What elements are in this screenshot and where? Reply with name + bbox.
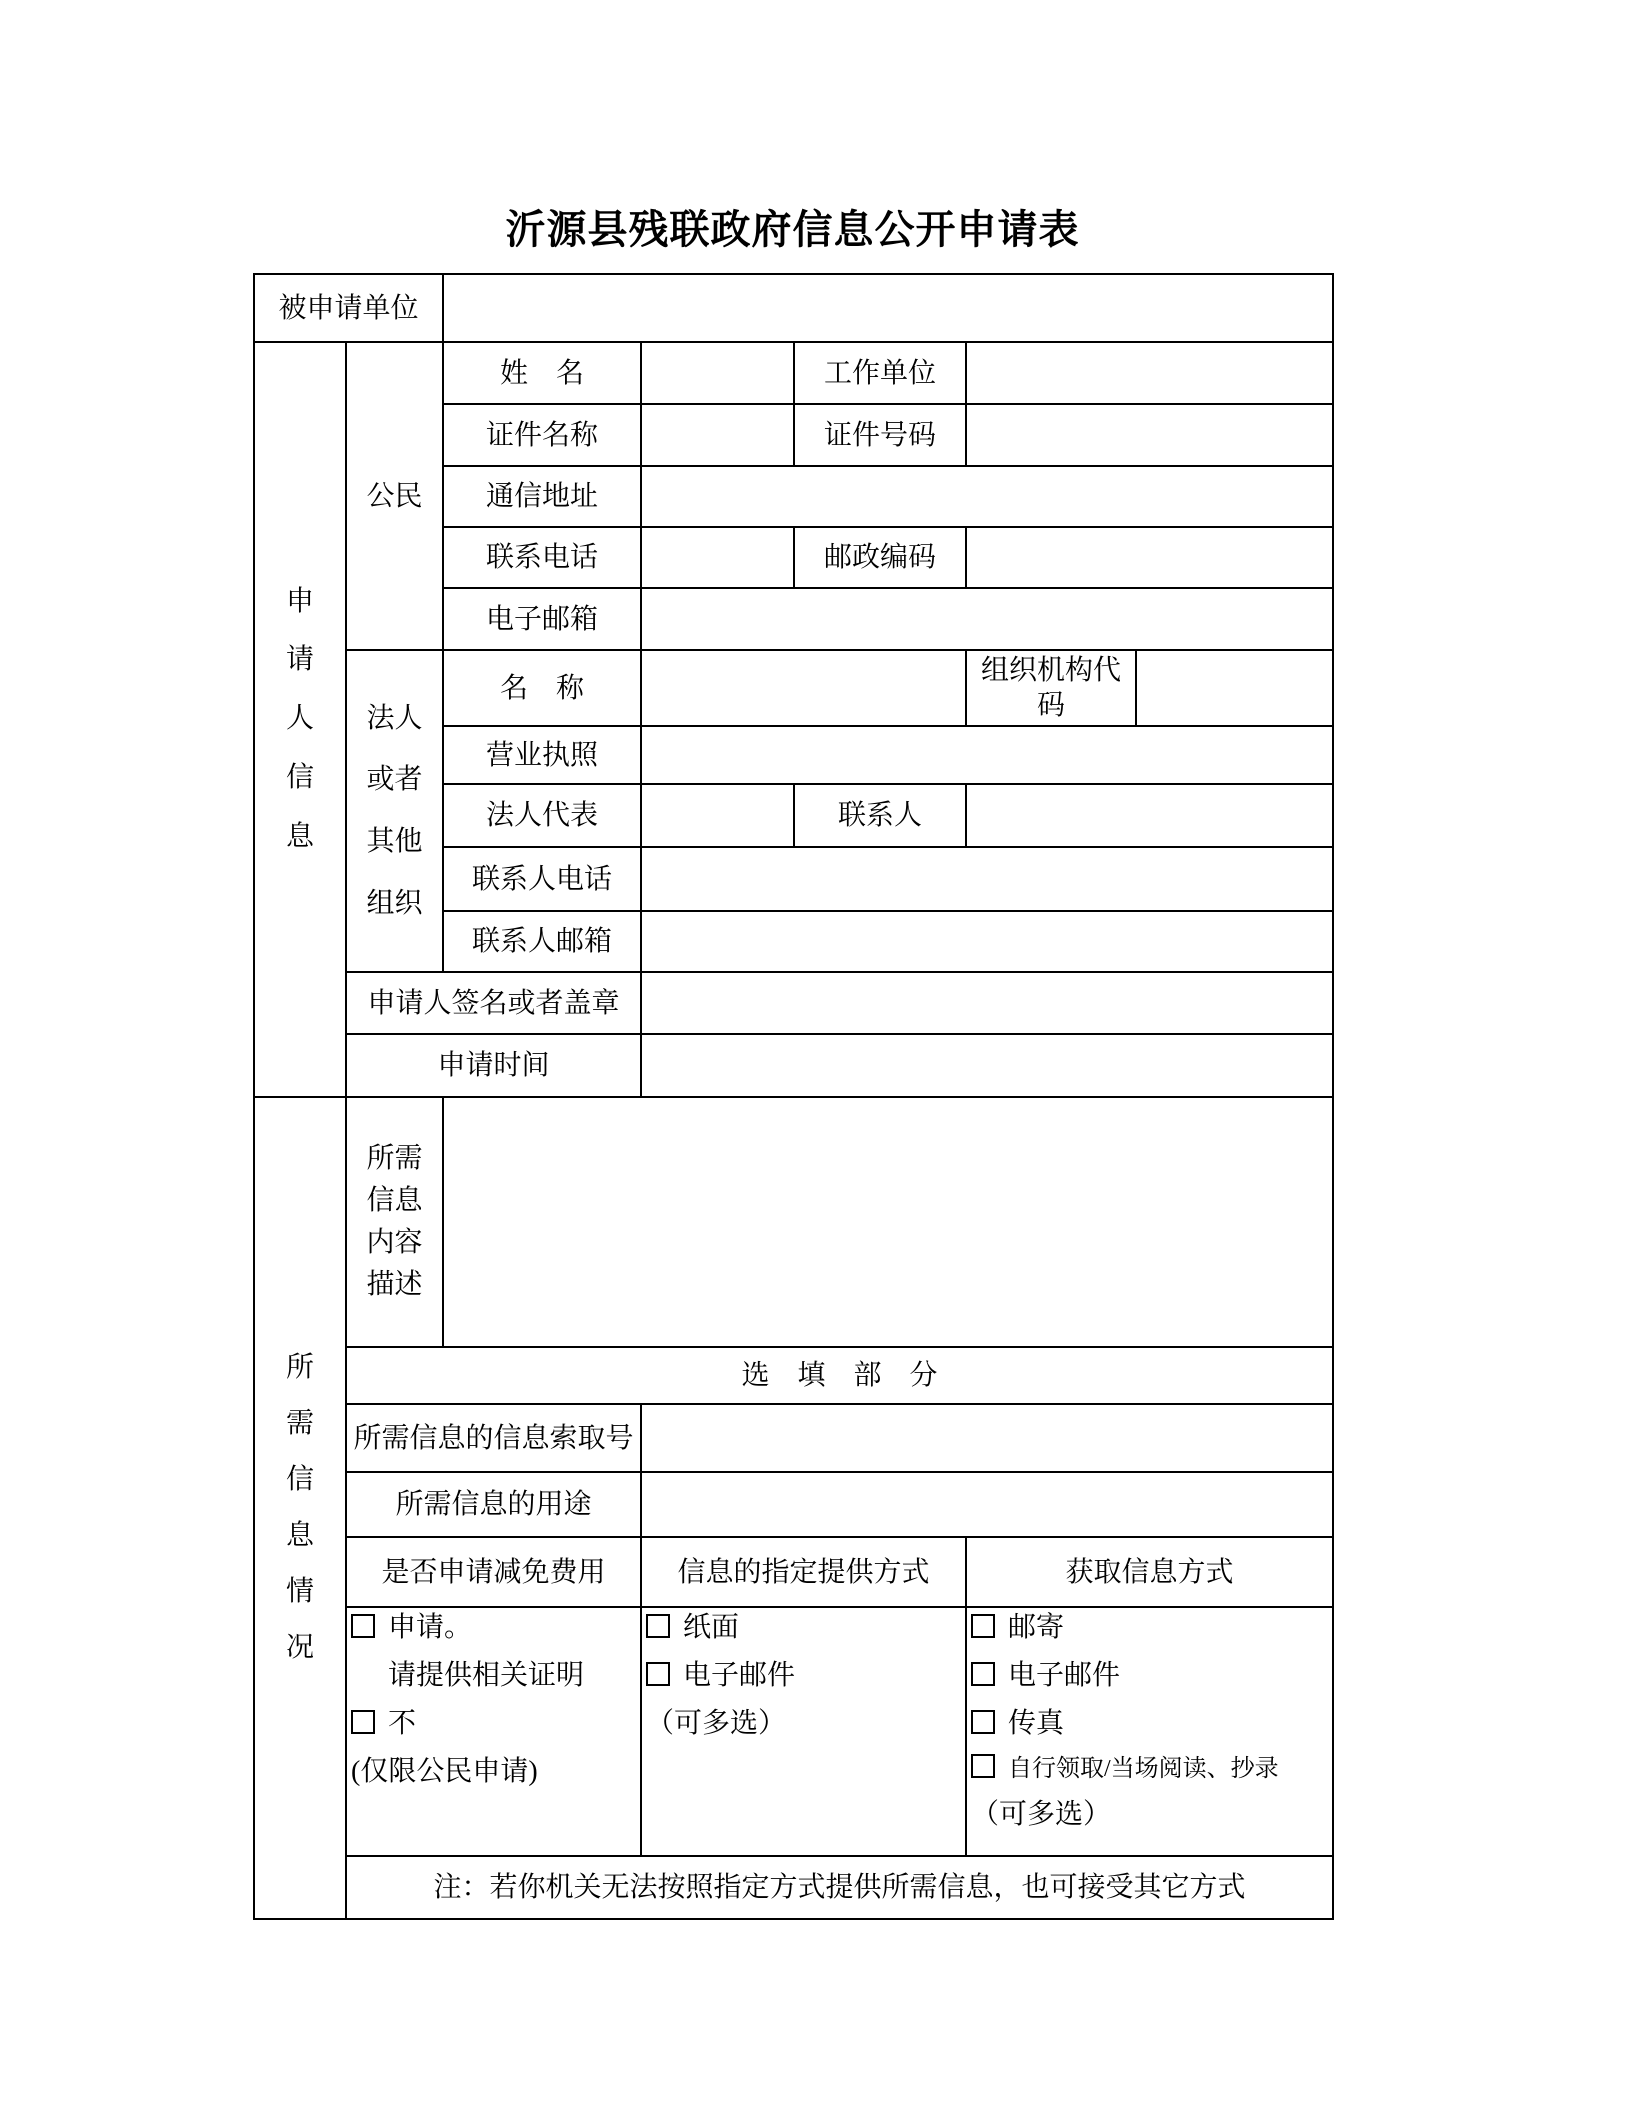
fee-restriction-note: (仅限公民申请)	[351, 1756, 538, 1787]
citizen-group-label: 公民	[366, 480, 423, 512]
signature-label: 申请人签名或者盖章	[346, 972, 641, 1034]
citizen-postcode-value-cell[interactable]	[966, 527, 1333, 588]
organization-representative-label: 法人代表	[443, 784, 641, 847]
checkbox-provision-email[interactable]	[646, 1662, 670, 1686]
obtain-mail-label: 邮寄	[1008, 1612, 1065, 1643]
citizen-name-value-cell[interactable]	[641, 342, 794, 404]
fee-reduction-header: 是否申请减免费用	[346, 1537, 641, 1607]
fee-apply-note: 请提供相关证明	[388, 1660, 585, 1691]
requested-unit-value-cell[interactable]	[443, 274, 1333, 342]
purpose-label: 所需信息的用途	[346, 1472, 641, 1537]
applicant-section-label: 申请人信息	[285, 585, 314, 852]
organization-license-label: 营业执照	[443, 726, 641, 784]
fee-no-option	[351, 1706, 636, 1741]
organization-code-value-cell[interactable]	[1136, 650, 1333, 726]
provision-paper-label: 纸面	[683, 1612, 740, 1643]
organization-contact-value-cell[interactable]	[966, 784, 1333, 847]
obtain-method-options-cell	[966, 1607, 1333, 1856]
citizen-address-value-cell[interactable]	[641, 466, 1333, 527]
index-number-value-cell[interactable]	[641, 1404, 1333, 1472]
organization-contact-email-label: 联系人邮箱	[443, 911, 641, 972]
checkbox-obtain-self[interactable]	[971, 1754, 995, 1778]
required-info-section-label: 所需信息情况	[285, 1352, 314, 1663]
citizen-id-number-label: 证件号码	[794, 404, 966, 466]
citizen-name-label: 姓 名	[443, 342, 641, 404]
obtain-method-header: 获取信息方式	[966, 1537, 1333, 1607]
checkbox-provision-paper[interactable]	[646, 1614, 670, 1638]
required-info-section-cell	[254, 1097, 346, 1919]
applicant-section-cell	[254, 342, 346, 1097]
citizen-postcode-label: 邮政编码	[794, 527, 966, 588]
fee-no-label: 不	[388, 1708, 417, 1739]
citizen-work-unit-value-cell[interactable]	[966, 342, 1333, 404]
optional-part-header: 选 填 部 分	[346, 1347, 1333, 1404]
checkbox-obtain-fax[interactable]	[971, 1710, 995, 1734]
organization-contact-phone-label: 联系人电话	[443, 847, 641, 911]
provision-email-option	[646, 1658, 961, 1693]
checkbox-fee-apply[interactable]	[351, 1614, 375, 1638]
obtain-self-label: 自行领取/当场阅读、抄录	[1008, 1756, 1279, 1782]
organization-name-label: 名 称	[443, 650, 641, 726]
organization-group-cell	[346, 650, 443, 972]
citizen-email-value-cell[interactable]	[641, 588, 1333, 650]
organization-name-value-cell[interactable]	[641, 650, 966, 726]
citizen-id-name-value-cell[interactable]	[641, 404, 794, 466]
apply-time-value-cell[interactable]	[641, 1034, 1333, 1097]
page-title: 沂源县残联政府信息公开申请表	[505, 207, 1080, 252]
description-value-cell[interactable]	[443, 1097, 1333, 1347]
citizen-phone-value-cell[interactable]	[641, 527, 794, 588]
obtain-mail-option	[971, 1610, 1328, 1645]
fee-reduction-options-cell	[346, 1607, 641, 1856]
citizen-email-label: 电子邮箱	[443, 588, 641, 650]
provision-method-header: 信息的指定提供方式	[641, 1537, 966, 1607]
fee-apply-label: 申请。	[388, 1612, 473, 1643]
obtain-self-option	[971, 1754, 1328, 1784]
requested-unit-label: 被申请单位	[254, 274, 443, 342]
organization-representative-value-cell[interactable]	[641, 784, 794, 847]
citizen-id-name-label: 证件名称	[443, 404, 641, 466]
provision-multi-note: （可多选）	[646, 1708, 787, 1739]
citizen-address-label: 通信地址	[443, 466, 641, 527]
obtain-multi-note: （可多选）	[971, 1799, 1112, 1830]
citizen-group-cell	[346, 342, 443, 650]
organization-group-label: 法人或者其他组织	[366, 702, 423, 919]
citizen-id-number-value-cell[interactable]	[966, 404, 1333, 466]
description-label: 所需信息内容描述	[366, 1143, 423, 1300]
checkbox-obtain-email[interactable]	[971, 1662, 995, 1686]
organization-contact-phone-value-cell[interactable]	[641, 847, 1333, 911]
signature-value-cell[interactable]	[641, 972, 1333, 1034]
purpose-value-cell[interactable]	[641, 1472, 1333, 1537]
note-text: 注：若你机关无法按照指定方式提供所需信息，也可接受其它方式	[346, 1856, 1333, 1919]
organization-contact-email-value-cell[interactable]	[641, 911, 1333, 972]
organization-code-label: 组织机构代码	[966, 650, 1136, 726]
obtain-email-label: 电子邮件	[1008, 1660, 1121, 1691]
application-form-table	[253, 273, 1334, 1920]
index-number-label: 所需信息的信息索取号	[346, 1404, 641, 1472]
provision-email-label: 电子邮件	[683, 1660, 796, 1691]
obtain-fax-option	[971, 1706, 1328, 1741]
checkbox-obtain-mail[interactable]	[971, 1614, 995, 1638]
provision-method-options-cell	[641, 1607, 966, 1856]
apply-time-label: 申请时间	[346, 1034, 641, 1097]
provision-paper-option	[646, 1610, 961, 1645]
obtain-fax-label: 传真	[1008, 1708, 1065, 1739]
fee-apply-option	[351, 1610, 636, 1645]
citizen-work-unit-label: 工作单位	[794, 342, 966, 404]
description-label-cell	[346, 1097, 443, 1347]
citizen-phone-label: 联系电话	[443, 527, 641, 588]
organization-license-value-cell[interactable]	[641, 726, 1333, 784]
obtain-email-option	[971, 1658, 1328, 1693]
organization-contact-label: 联系人	[794, 784, 966, 847]
checkbox-fee-no[interactable]	[351, 1710, 375, 1734]
